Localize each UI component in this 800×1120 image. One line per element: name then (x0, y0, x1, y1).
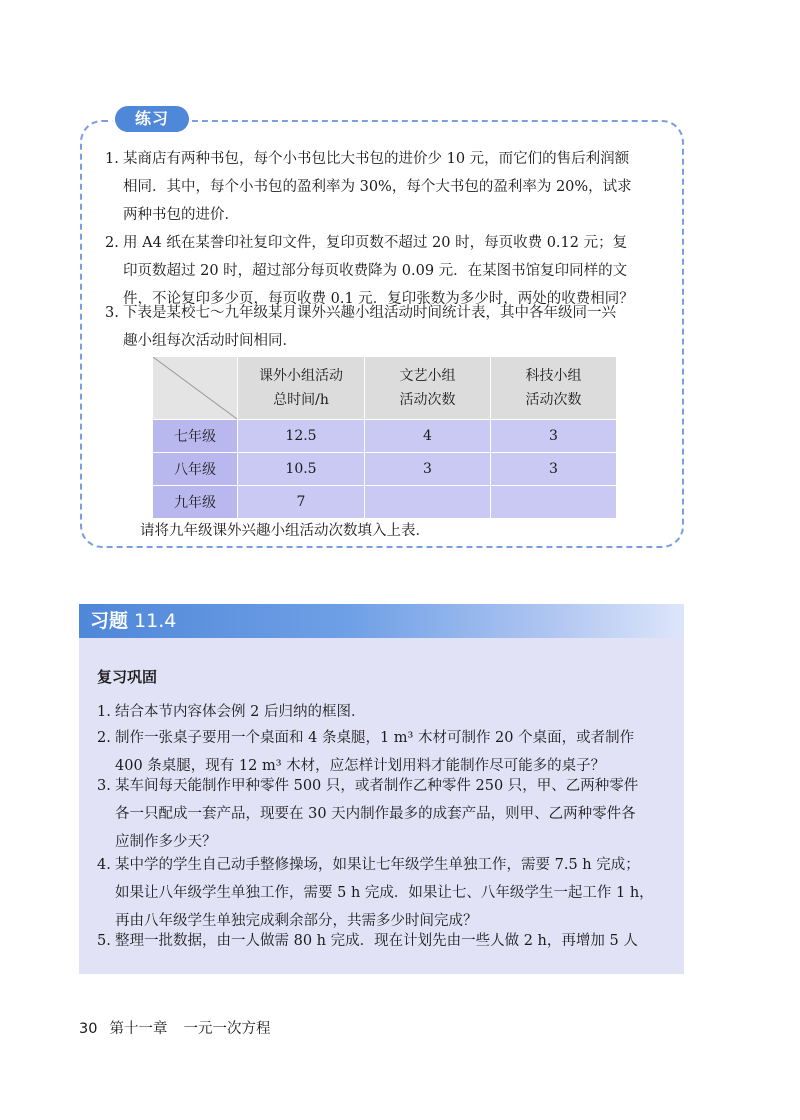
exercise-item-5 (97, 927, 677, 955)
cell-tech-count: 3 (491, 453, 617, 486)
table-instruction: 请将九年级课外兴趣小组活动次数填入上表． (140, 523, 430, 539)
row-grade: 七年级 (153, 420, 238, 453)
page-footer (79, 1018, 270, 1040)
row-grade: 八年级 (153, 453, 238, 486)
exercise-text-line: 再由八年级学生单独完成剩余部分，共需多少时间完成？ (115, 913, 478, 929)
practice-problem-3 (105, 299, 665, 355)
exercise-number: 3. (97, 778, 111, 794)
exercise-text-line: 如果让八年级学生单独工作，需要 5 h 完成．如果让七、八年级学生一起工作 1 h， (115, 885, 654, 901)
problem-text-line: 件，不论复印多少页，每页收费 0.1 元．复印张数为多少时，两处的收费相同？ (123, 291, 634, 307)
chapter-label: 第十一章 (109, 1021, 168, 1037)
table-corner-cell (153, 357, 238, 420)
header-line: 文艺小组 (399, 368, 456, 384)
cell-tech-count: 3 (491, 420, 617, 453)
header-line: 活动次数 (525, 392, 582, 408)
exercise-text-line: 某车间每天能制作甲种零件 500 只，或者制作乙种零件 250 只，甲、乙两种零件 (115, 778, 639, 794)
problem-text-line: 某商店有两种书包，每个小书包比大书包的进价少 10 元，而它们的售后利润额 (123, 151, 630, 167)
exercise-number: 1. (97, 704, 111, 720)
cell-total-hours: 7 (238, 486, 365, 519)
chapter-title: 一元一次方程 (183, 1021, 271, 1037)
row-grade: 九年级 (153, 486, 238, 519)
problem-text-line: 趣小组每次活动时间相同． (123, 333, 297, 349)
exercise-title-prefix: 习题 (90, 610, 129, 632)
exercise-text-line: 整理一批数据，由一人做需 80 h 完成．现在计划先由一些人做 2 h，再增加 5 人 (115, 933, 638, 949)
table-header-row (153, 357, 617, 420)
table-row (153, 486, 617, 519)
section-heading: 复习巩固 (97, 668, 158, 686)
exercise-text-line: 应制作多少天？ (115, 834, 217, 850)
header-line: 总时间/h (273, 392, 329, 408)
problem-text-line: 两种书包的进价． (123, 207, 239, 223)
problem-text-line: 用 A4 纸在某誊印社复印文件，复印页数不超过 20 时，每页收费 0.12 元；复 (123, 235, 628, 251)
problem-text-line: 下表是某校七～九年级某月课外兴趣小组活动时间统计表，其中各年级同一兴 (123, 305, 616, 321)
practice-badge-label: 练习 (115, 106, 189, 132)
header-line: 课外小组活动 (259, 368, 343, 384)
exercise-item-3 (97, 772, 677, 856)
exercise-item-1 (97, 698, 677, 726)
page-number: 30 (79, 1021, 98, 1037)
problem-text-line: 相同．其中，每个小书包的盈利率为 30%，每个大书包的盈利率为 20%，试求 (123, 179, 632, 195)
problem-number: 1. (105, 151, 119, 167)
problem-number: 3. (105, 305, 119, 321)
table-row (153, 420, 617, 453)
exercise-title-number: 11.4 (134, 610, 177, 632)
cell-total-hours: 12.5 (238, 420, 365, 453)
exercise-text-line: 400 条桌腿，现有 12 m³ 木材，应怎样计划用料才能制作尽可能多的桌子？ (115, 758, 606, 774)
practice-problem-1 (105, 145, 665, 229)
exercise-text-line: 各一只配成一套产品，现要在 30 天内制作最多的成套产品，则甲、乙两种零件各 (115, 806, 636, 822)
cell-tech-count (491, 486, 617, 519)
table-header-cell (365, 357, 491, 420)
table-header-cell (238, 357, 365, 420)
diagonal-line-icon (153, 357, 237, 419)
practice-badge (112, 103, 192, 135)
problem-number: 2. (105, 235, 119, 251)
cell-art-count: 3 (365, 453, 491, 486)
header-line: 科技小组 (525, 368, 582, 384)
exercise-item-4 (97, 851, 677, 935)
table-header-cell (491, 357, 617, 420)
exercise-text-line: 某中学的学生自己动手整修操场，如果让七年级学生单独工作，需要 7.5 h 完成； (115, 857, 640, 873)
cell-art-count: 4 (365, 420, 491, 453)
table-row (153, 453, 617, 486)
exercise-text-line: 制作一张桌子要用一个桌面和 4 条桌腿，1 m³ 木材可制作 20 个桌面，或者制作 (115, 730, 635, 746)
exercise-text-line: 结合本节内容体会例 2 后归纳的框图． (115, 704, 366, 720)
exercise-number: 5. (97, 933, 111, 949)
problem-text-line: 印页数超过 20 时，超过部分每页收费降为 0.09 元．在某图书馆复印同样的文 (123, 263, 628, 279)
exercise-number: 2. (97, 730, 111, 746)
header-line: 活动次数 (399, 392, 456, 408)
exercise-number: 4. (97, 857, 111, 873)
cell-total-hours: 10.5 (238, 453, 365, 486)
exercise-title (90, 604, 176, 638)
activity-stats-table (152, 356, 617, 519)
cell-art-count (365, 486, 491, 519)
